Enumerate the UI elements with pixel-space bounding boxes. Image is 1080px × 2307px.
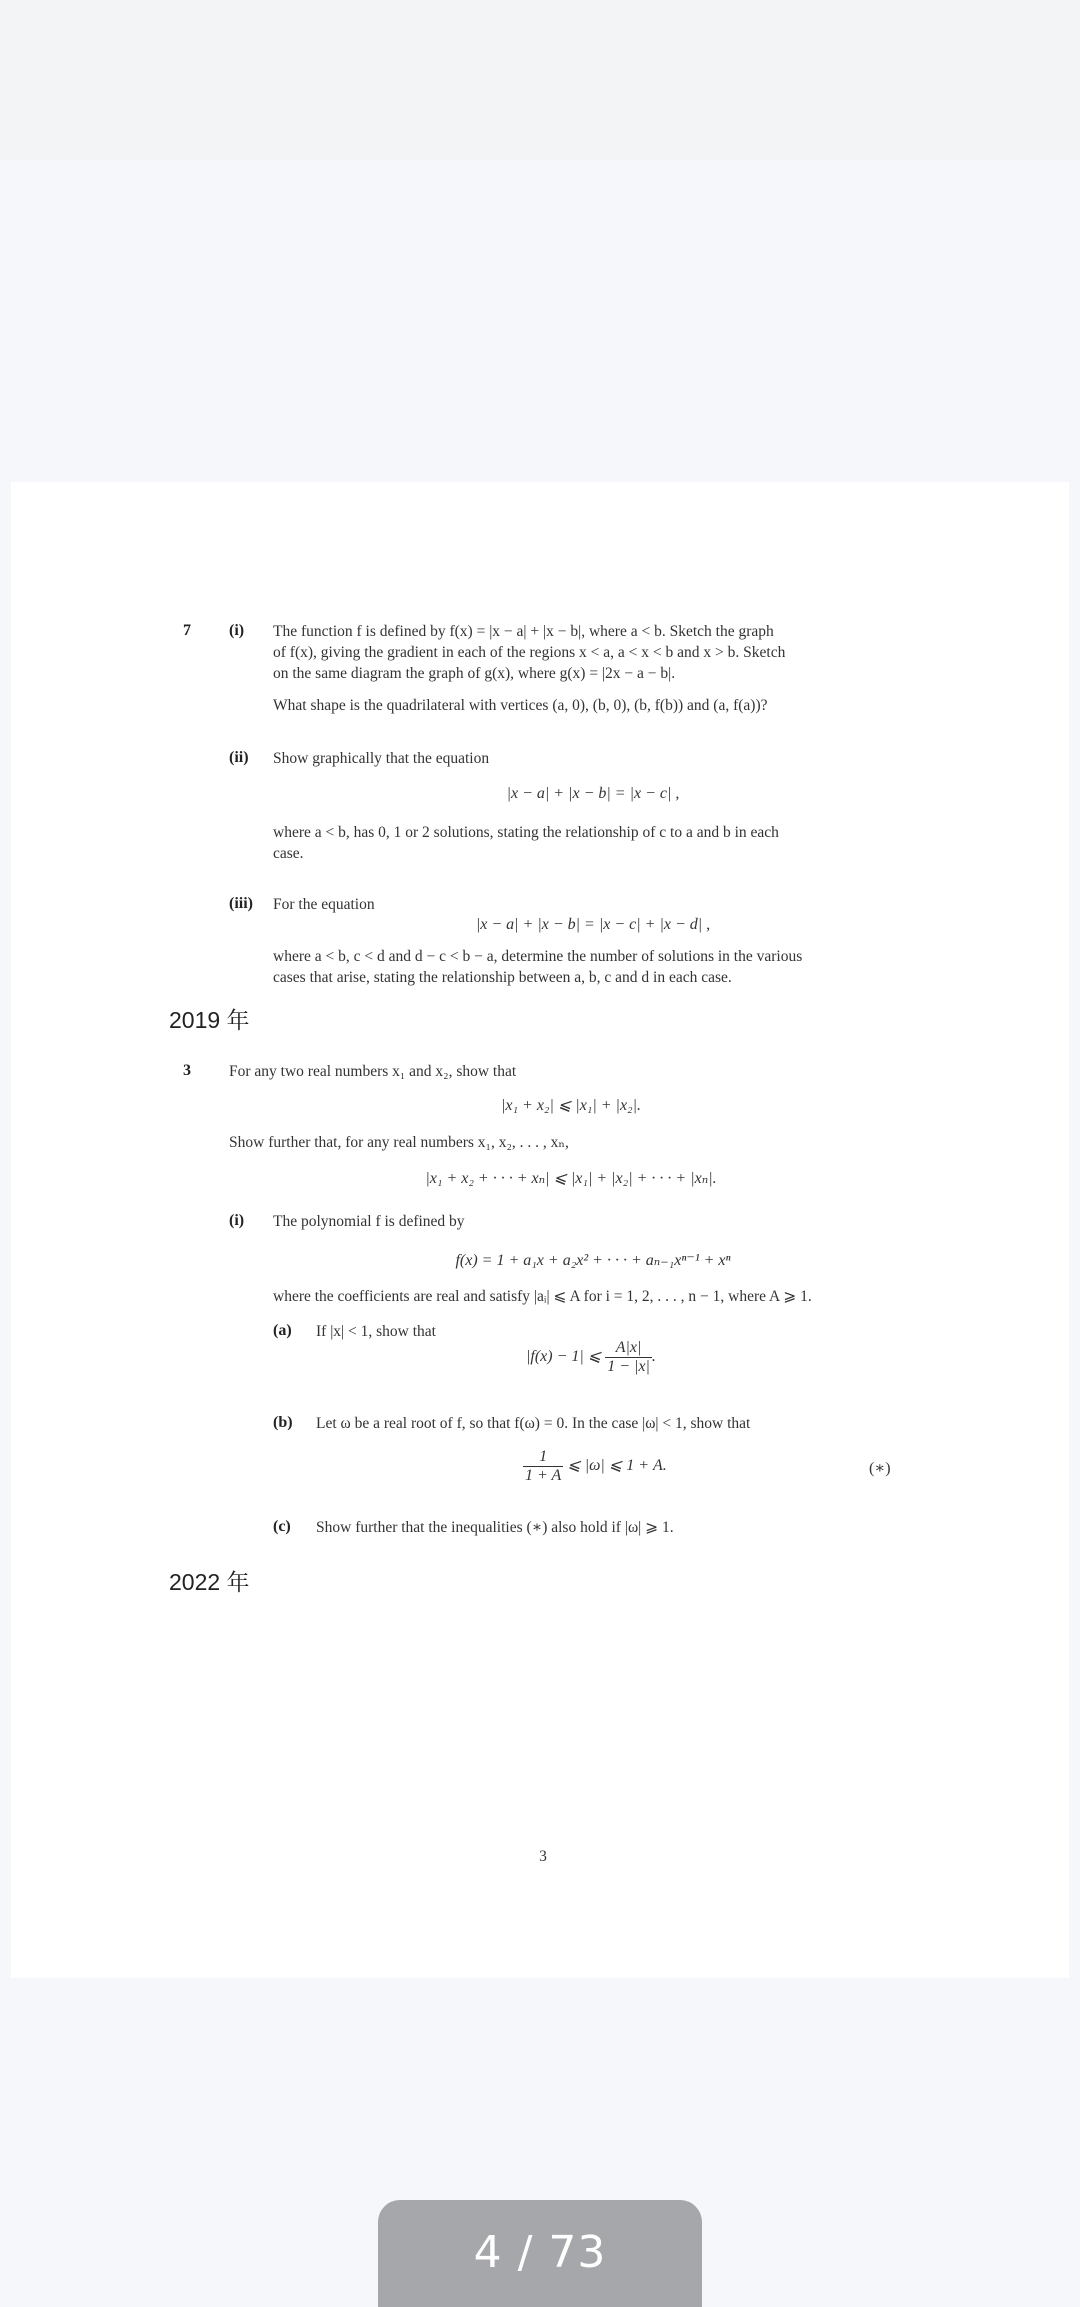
q7-part-iii-intro: For the equation [273,896,375,913]
q7-part-i-text [273,621,913,684]
q7-part-i-label: (i) [229,622,245,639]
q3-part-b-rhs: ⩽ |ω| ⩽ 1 + A. [567,1457,667,1475]
question-7-number: 7 [183,622,191,639]
year-heading-2022: 2022 年 [169,1569,250,1595]
q3-intro: For any two real numbers x₁ and x₂, show that [229,1063,517,1080]
q3-polynomial-equation: f(x) = 1 + a₁x + a₂x² + · · · + aₙ₋₁xⁿ⁻¹ + xⁿ [455,1252,731,1269]
q7-part-iii-text [273,946,913,988]
q3-part-a-text: If |x| < 1, show that [316,1323,436,1340]
q3-equation-1: |x₁ + x₂| ⩽ |x₁| + |x₂|. [500,1097,642,1114]
q3-part-c-text: Show further that the inequalities (∗) also hold if |ω| ⩾ 1. [316,1519,674,1536]
year-heading-2019: 2019 年 [169,1007,250,1033]
top-band [0,0,1080,160]
q7-part-ii-equation: |x − a| + |x − b| = |x − c| , [506,785,680,802]
q3-part-a-denominator: 1 − |x| [607,1358,650,1375]
q7-part-iii-line1: where a < b, c < d and d − c < b − a, determine the number of solutions in the various [273,948,803,965]
q7-part-iii-line2: cases that arise, stating the relationship between a, b, c and d in each case. [273,969,732,986]
q3-part-a-fraction [605,1339,652,1376]
q7-part-i-question: What shape is the quadrilateral with vertices (a, 0), (b, 0), (b, f(b)) and (a, f(a))? [273,697,768,714]
q3-part-b-denominator: 1 + A [525,1467,562,1484]
q3-part-a-numerator: A|x| [605,1339,652,1358]
q7-part-iii-equation: |x − a| + |x − b| = |x − c| + |x − d| , [475,916,711,933]
q3-part-a-label: (a) [273,1322,292,1339]
q3-part-c-label: (c) [273,1518,291,1535]
q7-part-i-line1: The function f is defined by f(x) = |x − a| + |x − b|, where a < b. Sketch the graph [273,623,774,640]
q3-part-i-intro: The polynomial f is defined by [273,1213,465,1230]
q3-part-b-numerator: 1 [523,1448,563,1467]
q3-further: Show further that, for any real numbers x₁, x₂, . . . , xₙ, [229,1134,569,1151]
q7-part-ii-line1: where a < b, has 0, 1 or 2 solutions, stating the relationship of c to a and b in each [273,824,779,841]
q3-part-b-label: (b) [273,1414,293,1431]
page-number: 3 [539,1848,547,1865]
q3-part-i-condition: where the coefficients are real and satisfy |aᵢ| ⩽ A for i = 1, 2, . . . , n − 1, where A ⩾ 1. [273,1288,812,1305]
q3-part-a-tail: . [651,1348,656,1366]
q7-part-i-line3: on the same diagram the graph of g(x), where g(x) = |2x − a − b|. [273,665,676,682]
question-3-number: 3 [183,1062,191,1079]
q7-part-i-line2: of f(x), giving the gradient in each of the regions x < a, a < x < b and x > b. Sketch [273,644,786,661]
q7-part-ii-label: (ii) [229,749,249,766]
q3-part-b-fraction [523,1448,563,1485]
q7-part-iii-label: (iii) [229,895,253,912]
document-page [11,482,1069,1978]
q3-part-a-lhs: |f(x) − 1| ⩽ [526,1348,602,1366]
q3-part-b-inequality [523,1448,667,1485]
q7-part-ii-intro: Show graphically that the equation [273,750,490,767]
q7-part-ii-line2: case. [273,845,304,862]
q3-part-b-text: Let ω be a real root of f, so that f(ω) = 0. In the case |ω| < 1, show that [316,1415,751,1432]
page-indicator[interactable]: 4 / 73 [378,2200,702,2307]
q3-part-i-label: (i) [229,1212,245,1229]
q3-equation-2: |x₁ + x₂ + · · · + xₙ| ⩽ |x₁| + |x₂| + · · · + |xₙ|. [425,1170,717,1187]
q3-part-a-inequality [526,1339,656,1376]
q3-part-b-tag: (∗) [869,1460,891,1477]
q7-part-ii-text [273,822,913,864]
